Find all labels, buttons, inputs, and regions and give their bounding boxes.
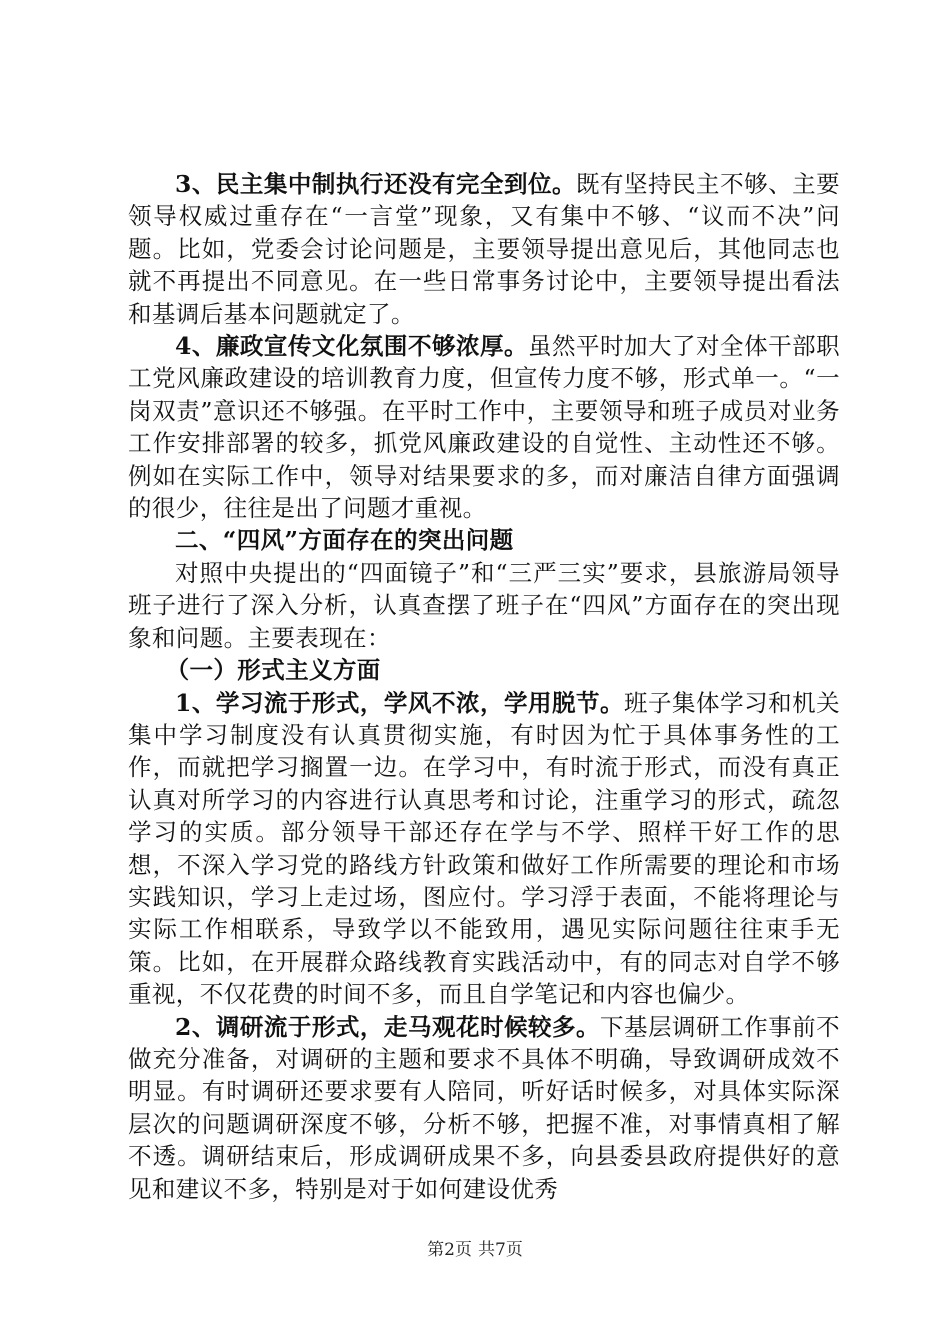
section-heading: 二、“四风”方面存在的突出问题 [175,526,514,555]
page-footer [0,1239,950,1261]
paragraph-research-formalism [128,1011,840,1205]
paragraph-integrity-culture [128,330,840,524]
paragraph-study-formalism [128,687,840,1011]
document-body [128,168,840,1205]
paragraph-text: 虽然平时加大了对全体干部职工党风廉政建设的培训教育力度，但宣传力度不够，形式单一。“一岗双责”意识还不够强。在平时工作中，主要领导和班子成员对业务工作安排部署的较多，抓党风廉政建设的自觉性、主动性还不够。例如在实际工作中，领导对结果要求的多，而对廉洁自律方面强调的很少，往往是出了问题才重视。 [128,332,840,523]
paragraph-text: 下基层调研工作事前不做充分准备，对调研的主题和要求不具体不明确，导致调研成效不明显。有时调研还要求要有人陪同，听好话时候多，对具体实际深层次的问题调研深度不够，分析不够，把握不准，对事情真相了解不透。调研结束后，形成调研成果不多，向县委县政府提供好的意见和建议不多，特别是对于如何建设优秀 [128,1012,840,1203]
page-total: 共7页 [478,1240,523,1260]
page-number: 第2页 [427,1240,472,1260]
paragraph-text: 既有坚持民主不够、主要领导权威过重存在“一言堂”现象，又有集中不够、“议而不决”问题。比如，党委会讨论问题是，主要领导提出意见后，其他同志也就不再提出不同意见。在一些日常事务讨论中，主要领导提出看法和基调后基本问题就定了。 [128,170,841,328]
subsection-heading: （一）形式主义方面 [165,656,381,685]
paragraph-lead: 1、学习流于形式，学风不浓，学用脱节。 [175,688,625,717]
paragraph-text: 班子集体学习和机关集中学习制度没有认真贯彻实施，有时因为忙于具体事务性的工作，而就把学习搁置一边。在学习中，有时流于形式，而没有真正认真对所学习的内容进行认真思考和讨论，注重学习的形式，疏忽学习的实质。部分领导干部还存在学与不学、照样干好工作的思想，不深入学习党的路线方针政策和做好工作所需要的理论和市场实践知识，学习上走过场，图应付。学习浮于表面，不能将理论与实际工作相联系，导致学以不能致用，遇见实际问题往往束手无策。比如，在开展群众路线教育实践活动中，有的同志对自学不够重视，不仅花费的时间不多，而且自学笔记和内容也偏少。 [128,688,841,1009]
paragraph-lead: 2、调研流于形式，走马观花时候较多。 [175,1012,601,1041]
paragraph-democratic-centralism [128,168,840,330]
paragraph-intro: 对照中央提出的“四面镜子”和“三严三实”要求，县旅游局领导班子进行了深入分析，认真查摆了班子在“四风”方面存在的突出现象和问题。主要表现在： [128,558,840,652]
paragraph-lead: 3、民主集中制执行还没有完全到位。 [175,170,577,198]
paragraph-lead: 4、廉政宣传文化氛围不够浓厚。 [175,332,528,361]
